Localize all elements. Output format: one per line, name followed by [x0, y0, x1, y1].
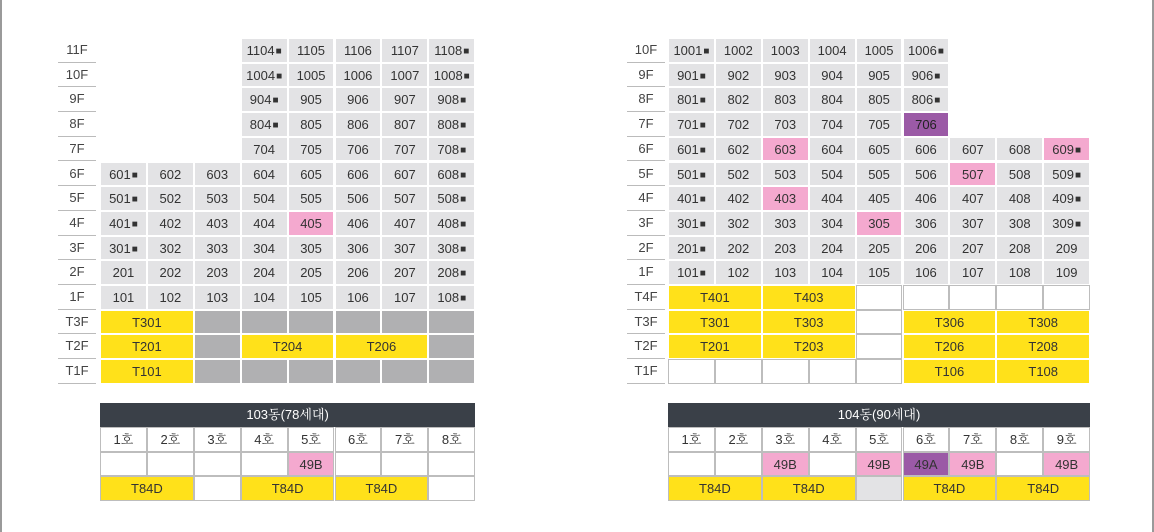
unit-cell: 106: [335, 285, 382, 310]
legend-unit-header: 8호: [996, 427, 1043, 452]
unit-cell: 105: [288, 285, 335, 310]
unit-cell: 802: [715, 87, 762, 112]
legend-unit-header: 4호: [241, 427, 288, 452]
tower-cell: T106: [903, 359, 997, 384]
unit-cell: 707: [381, 137, 428, 162]
unit-cell: 201: [100, 260, 147, 285]
unit-cell: 506: [335, 186, 382, 211]
floor-label: 8F: [58, 112, 96, 137]
unit-cell: 206: [335, 260, 382, 285]
unit-cell: 703: [762, 112, 809, 137]
tower-cell: [856, 334, 903, 359]
unit-cell: 601 ■: [100, 162, 147, 187]
unit-cell: 309 ■: [1043, 211, 1090, 236]
unit-cell: 501 ■: [668, 162, 715, 187]
unit-cell: 603: [762, 137, 809, 162]
legend-type-cell: T84D: [241, 476, 335, 501]
floor-label: 1F: [58, 285, 96, 310]
unit-cell: 605: [288, 162, 335, 187]
legend-unit-header: 5호: [288, 427, 335, 452]
unit-cell: 509 ■: [1043, 162, 1090, 187]
legend-unit-header: 7호: [381, 427, 428, 452]
floor-label: T3F: [627, 310, 665, 335]
legend-type-cell: [996, 452, 1043, 477]
unit-cell: 403: [762, 186, 809, 211]
unit-cell: 405: [856, 186, 903, 211]
floor-label: 1F: [627, 260, 665, 285]
floor-label: 4F: [58, 211, 96, 236]
unit-cell: 1003: [762, 38, 809, 63]
unit-cell: 905: [856, 63, 903, 88]
unit-cell: 101 ■: [668, 260, 715, 285]
unit-cell: 107: [949, 260, 996, 285]
unit-cell: 1007: [381, 63, 428, 88]
floor-label: 5F: [627, 162, 665, 187]
floor-label: 10F: [627, 38, 665, 63]
unit-cell: 906: [335, 87, 382, 112]
unit-cell: 202: [715, 236, 762, 261]
unit-cell: 503: [762, 162, 809, 187]
floor-label: 9F: [58, 87, 96, 112]
legend-unit-header: 8호: [428, 427, 475, 452]
tower-cell: T206: [903, 334, 997, 359]
tower-cell: [428, 334, 475, 359]
tower-cell: [194, 310, 241, 335]
unit-cell: 201 ■: [668, 236, 715, 261]
tower-cell: T301: [100, 310, 194, 335]
tower-cell: [381, 310, 428, 335]
unit-cell: 107: [381, 285, 428, 310]
legend-unit-header: 3호: [762, 427, 809, 452]
unit-cell: 607: [949, 137, 996, 162]
unit-cell: 405: [288, 211, 335, 236]
tower-cell: [335, 359, 382, 384]
unit-cell: 507: [949, 162, 996, 187]
unit-cell: 403: [194, 211, 241, 236]
unit-cell: 907: [381, 87, 428, 112]
unit-cell: 604: [809, 137, 856, 162]
legend-type-cell: [428, 452, 475, 477]
legend-type-cell: 49B: [856, 452, 903, 477]
floor-label: 3F: [627, 211, 665, 236]
unit-cell: 307: [381, 236, 428, 261]
legend-type-cell: T84D: [335, 476, 429, 501]
floor-label: 9F: [627, 63, 665, 88]
unit-cell: 101: [100, 285, 147, 310]
floor-label: 2F: [627, 236, 665, 261]
tower-cell: T201: [100, 334, 194, 359]
unit-cell: 801 ■: [668, 87, 715, 112]
legend-type-cell: [668, 452, 715, 477]
floor-label: T1F: [627, 359, 665, 384]
legend-type-cell: 49A: [903, 452, 950, 477]
unit-cell: 401 ■: [668, 186, 715, 211]
unit-cell: 402: [147, 211, 194, 236]
legend-type-cell: [715, 452, 762, 477]
legend-unit-header: 1호: [100, 427, 147, 452]
unit-cell: 109: [1043, 260, 1090, 285]
tower-cell: T401: [668, 285, 762, 310]
floor-label: 6F: [58, 162, 96, 187]
unit-cell: 301 ■: [100, 236, 147, 261]
floor-label: 10F: [58, 63, 96, 88]
floor-label: 5F: [58, 186, 96, 211]
unit-cell: 305: [288, 236, 335, 261]
tower-cell: [856, 359, 903, 384]
tower-cell: [996, 285, 1043, 310]
legend-type-cell: T84D: [100, 476, 194, 501]
unit-cell: 203: [762, 236, 809, 261]
unit-cell: 501 ■: [100, 186, 147, 211]
unit-cell: 705: [288, 137, 335, 162]
floor-label: T3F: [58, 310, 96, 335]
unit-cell: 608 ■: [428, 162, 475, 187]
floor-label: T4F: [627, 285, 665, 310]
unit-cell: 502: [715, 162, 762, 187]
unit-cell: 302: [147, 236, 194, 261]
tower-cell: T303: [762, 310, 856, 335]
unit-cell: 1004: [809, 38, 856, 63]
unit-cell: 608: [996, 137, 1043, 162]
unit-cell: 308: [996, 211, 1043, 236]
legend-type-cell: 49B: [288, 452, 335, 477]
unit-cell: 1006 ■: [903, 38, 950, 63]
unit-cell: 303: [762, 211, 809, 236]
unit-cell: 905: [288, 87, 335, 112]
unit-cell: 606: [335, 162, 382, 187]
unit-cell: 701 ■: [668, 112, 715, 137]
floor-label: 11F: [58, 38, 96, 63]
tower-cell: [762, 359, 809, 384]
tower-cell: [241, 359, 288, 384]
unit-cell: 205: [856, 236, 903, 261]
unit-cell: 508 ■: [428, 186, 475, 211]
unit-cell: 803: [762, 87, 809, 112]
unit-cell: 307: [949, 211, 996, 236]
tower-cell: [288, 359, 335, 384]
unit-cell: 805: [288, 112, 335, 137]
unit-cell: 505: [288, 186, 335, 211]
unit-cell: 407: [381, 211, 428, 236]
unit-cell: 504: [809, 162, 856, 187]
tower-cell: T203: [762, 334, 856, 359]
unit-cell: 806: [335, 112, 382, 137]
unit-cell: 407: [949, 186, 996, 211]
legend-unit-header: 9호: [1043, 427, 1090, 452]
tower-cell: T306: [903, 310, 997, 335]
unit-cell: 105: [856, 260, 903, 285]
floor-label: T1F: [58, 359, 96, 384]
unit-cell: 808 ■: [428, 112, 475, 137]
legend-unit-header: 6호: [903, 427, 950, 452]
unit-cell: 1008 ■: [428, 63, 475, 88]
unit-cell: 708 ■: [428, 137, 475, 162]
unit-cell: 506: [903, 162, 950, 187]
unit-cell: 103: [194, 285, 241, 310]
unit-cell: 704: [809, 112, 856, 137]
unit-cell: 806 ■: [903, 87, 950, 112]
unit-cell: 404: [809, 186, 856, 211]
unit-cell: 108 ■: [428, 285, 475, 310]
unit-cell: 208 ■: [428, 260, 475, 285]
unit-cell: 602: [147, 162, 194, 187]
unit-cell: 804: [809, 87, 856, 112]
unit-cell: 205: [288, 260, 335, 285]
tower-cell: [668, 359, 715, 384]
tower-cell: T101: [100, 359, 194, 384]
frame-edge-left: [0, 0, 2, 532]
unit-cell: 1004 ■: [241, 63, 288, 88]
floor-label: 7F: [58, 137, 96, 162]
unit-cell: 204: [809, 236, 856, 261]
unit-cell: 409 ■: [1043, 186, 1090, 211]
unit-cell: 408 ■: [428, 211, 475, 236]
unit-cell: 706: [903, 112, 950, 137]
tower-cell: [856, 310, 903, 335]
legend-type-cell: T84D: [903, 476, 997, 501]
legend-type-cell: 49B: [949, 452, 996, 477]
unit-cell: 902: [715, 63, 762, 88]
floor-label: 2F: [58, 260, 96, 285]
unit-cell: 807: [381, 112, 428, 137]
unit-cell: 308 ■: [428, 236, 475, 261]
unit-cell: 1002: [715, 38, 762, 63]
unit-cell: 702: [715, 112, 762, 137]
tower-cell: T403: [762, 285, 856, 310]
unit-cell: 209: [1043, 236, 1090, 261]
unit-cell: 602: [715, 137, 762, 162]
unit-cell: 505: [856, 162, 903, 187]
unit-cell: 609 ■: [1043, 137, 1090, 162]
unit-cell: 106: [903, 260, 950, 285]
tower-cell: [856, 285, 903, 310]
floor-label: 4F: [627, 186, 665, 211]
unit-cell: 1005: [288, 63, 335, 88]
unit-cell: 1107: [381, 38, 428, 63]
legend-type-cell: [856, 476, 903, 501]
unit-cell: 605: [856, 137, 903, 162]
unit-cell: 301 ■: [668, 211, 715, 236]
legend-title: 103동(78세대): [100, 403, 475, 427]
tower-cell: [428, 359, 475, 384]
unit-cell: 402: [715, 186, 762, 211]
legend-unit-header: 7호: [949, 427, 996, 452]
floor-label: T2F: [627, 334, 665, 359]
unit-cell: 303: [194, 236, 241, 261]
unit-cell: 606: [903, 137, 950, 162]
tower-cell: T201: [668, 334, 762, 359]
unit-cell: 1001 ■: [668, 38, 715, 63]
unit-cell: 704: [241, 137, 288, 162]
unit-cell: 408: [996, 186, 1043, 211]
unit-cell: 903: [762, 63, 809, 88]
legend-type-cell: [194, 452, 241, 477]
unit-cell: 601 ■: [668, 137, 715, 162]
tower-cell: [194, 334, 241, 359]
floor-label: 6F: [627, 137, 665, 162]
tower-cell: T206: [335, 334, 429, 359]
floor-label: 3F: [58, 236, 96, 261]
legend-title: 104동(90세대): [668, 403, 1090, 427]
legend-type-cell: [381, 452, 428, 477]
unit-cell: 1106: [335, 38, 382, 63]
unit-cell: 502: [147, 186, 194, 211]
unit-cell: 207: [381, 260, 428, 285]
floor-label: 7F: [627, 112, 665, 137]
tower-cell: [288, 310, 335, 335]
legend-type-cell: [335, 452, 382, 477]
unit-cell: 104: [241, 285, 288, 310]
unit-cell: 1105: [288, 38, 335, 63]
unit-cell: 603: [194, 162, 241, 187]
unit-cell: 103: [762, 260, 809, 285]
unit-cell: 1006: [335, 63, 382, 88]
tower-cell: T208: [996, 334, 1090, 359]
floor-label: 8F: [627, 87, 665, 112]
unit-cell: 504: [241, 186, 288, 211]
tower-cell: [715, 359, 762, 384]
tower-cell: [241, 310, 288, 335]
unit-cell: 104: [809, 260, 856, 285]
unit-cell: 306: [335, 236, 382, 261]
unit-cell: 207: [949, 236, 996, 261]
tower-cell: [335, 310, 382, 335]
tower-cell: [194, 359, 241, 384]
tower-cell: T108: [996, 359, 1090, 384]
legend-type-cell: [194, 476, 241, 501]
tower-cell: [949, 285, 996, 310]
unit-cell: 901 ■: [668, 63, 715, 88]
tower-cell: T204: [241, 334, 335, 359]
unit-cell: 507: [381, 186, 428, 211]
legend-unit-header: 3호: [194, 427, 241, 452]
legend-type-cell: [809, 452, 856, 477]
unit-cell: 306: [903, 211, 950, 236]
legend-type-cell: T84D: [762, 476, 856, 501]
legend-type-cell: [100, 452, 147, 477]
legend-type-cell: [147, 452, 194, 477]
unit-cell: 805: [856, 87, 903, 112]
unit-cell: 305: [856, 211, 903, 236]
unit-cell: 404: [241, 211, 288, 236]
tower-cell: [1043, 285, 1090, 310]
unit-cell: 604: [241, 162, 288, 187]
legend-unit-header: 2호: [147, 427, 194, 452]
unit-cell: 908 ■: [428, 87, 475, 112]
unit-cell: 705: [856, 112, 903, 137]
unit-cell: 706: [335, 137, 382, 162]
unit-cell: 1005: [856, 38, 903, 63]
unit-cell: 401 ■: [100, 211, 147, 236]
floor-label: T2F: [58, 334, 96, 359]
tower-cell: [428, 310, 475, 335]
tower-cell: [381, 359, 428, 384]
unit-cell: 108: [996, 260, 1043, 285]
legend-unit-header: 1호: [668, 427, 715, 452]
unit-cell: 904: [809, 63, 856, 88]
legend-unit-header: 5호: [856, 427, 903, 452]
unit-cell: 206: [903, 236, 950, 261]
tower-cell: [903, 285, 950, 310]
unit-cell: 406: [903, 186, 950, 211]
legend-type-cell: 49B: [1043, 452, 1090, 477]
unit-cell: 204: [241, 260, 288, 285]
unit-cell: 1108 ■: [428, 38, 475, 63]
legend-type-cell: 49B: [762, 452, 809, 477]
unit-cell: 302: [715, 211, 762, 236]
unit-cell: 607: [381, 162, 428, 187]
legend-type-cell: T84D: [668, 476, 762, 501]
legend-unit-header: 2호: [715, 427, 762, 452]
unit-cell: 102: [715, 260, 762, 285]
unit-cell: 1104 ■: [241, 38, 288, 63]
unit-cell: 406: [335, 211, 382, 236]
unit-cell: 906 ■: [903, 63, 950, 88]
unit-cell: 202: [147, 260, 194, 285]
unit-cell: 102: [147, 285, 194, 310]
legend-type-cell: [241, 452, 288, 477]
unit-cell: 203: [194, 260, 241, 285]
unit-cell: 304: [241, 236, 288, 261]
unit-cell: 503: [194, 186, 241, 211]
legend-type-cell: [428, 476, 475, 501]
legend-unit-header: 6호: [335, 427, 382, 452]
unit-cell: 304: [809, 211, 856, 236]
unit-cell: 904 ■: [241, 87, 288, 112]
legend-type-cell: T84D: [996, 476, 1090, 501]
tower-cell: T308: [996, 310, 1090, 335]
unit-cell: 804 ■: [241, 112, 288, 137]
tower-cell: T301: [668, 310, 762, 335]
unit-cell: 208: [996, 236, 1043, 261]
unit-cell: 508: [996, 162, 1043, 187]
tower-cell: [809, 359, 856, 384]
legend-unit-header: 4호: [809, 427, 856, 452]
